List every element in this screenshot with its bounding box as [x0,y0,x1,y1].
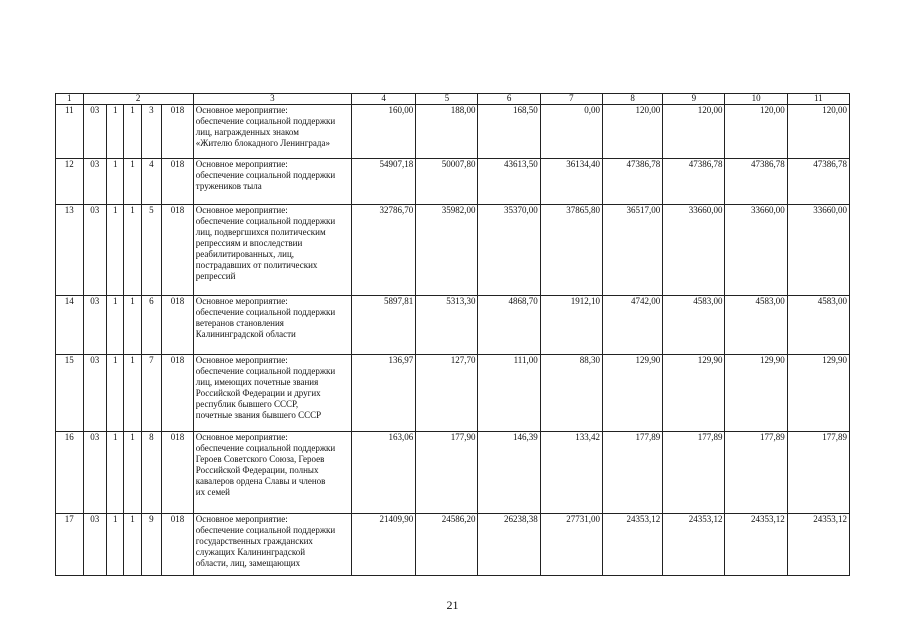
code-cell: 4 [141,159,161,205]
value-cell: 88,30 [540,355,602,432]
measure-description [193,159,351,205]
description-line: Героев Советского Союза, Героев [195,454,325,464]
row-number: 12 [56,159,84,205]
measure-description [193,296,351,355]
value-cell: 120,00 [725,105,787,159]
description-line: Основное мероприятие: [195,159,288,169]
table-row [56,432,850,514]
description-line: репрессиям и впоследствии [195,238,303,248]
code-cell: 1 [124,432,141,514]
row-number: 14 [56,296,84,355]
value-cell: 33660,00 [663,205,725,296]
code-cell: 1 [124,159,141,205]
column-number-8: 8 [602,94,662,105]
code-cell: 1 [107,205,124,296]
value-cell: 177,89 [602,432,662,514]
description-line: лиц, имеющих почетные звания [195,377,319,387]
description-line: Основное мероприятие: [195,514,288,524]
description-line: служащих Калининградской [195,547,306,557]
value-cell: 160,00 [351,105,415,159]
budget-table [55,93,850,576]
table-row [56,296,850,355]
value-cell: 129,90 [663,355,725,432]
value-cell: 177,89 [725,432,787,514]
code-cell: 1 [124,355,141,432]
measure-description [193,105,351,159]
value-cell: 4583,00 [787,296,849,355]
description-line: «Жителю блокадного Ленинграда» [195,138,330,148]
description-line: Калининградской области [195,329,296,339]
value-cell: 136,97 [351,355,415,432]
value-cell: 47386,78 [787,159,849,205]
value-cell: 26238,38 [478,514,540,576]
value-cell: 127,70 [416,355,478,432]
table-row [56,205,850,296]
value-cell: 1912,10 [540,296,602,355]
column-number-9: 9 [663,94,725,105]
code-cell: 018 [162,159,194,205]
table-row [56,159,850,205]
value-cell: 177,89 [663,432,725,514]
description-line: Основное мероприятие: [195,105,288,115]
page-number: 21 [446,598,459,612]
code-cell: 018 [162,205,194,296]
code-cell: 03 [83,105,106,159]
code-cell: 1 [124,514,141,576]
code-cell: 1 [124,205,141,296]
value-cell: 24353,12 [725,514,787,576]
description-line: лиц, награжденных знаком [195,127,299,137]
code-cell: 1 [107,296,124,355]
description-line: обеспечение социальной поддержки [195,525,336,535]
value-cell: 129,90 [787,355,849,432]
measure-description [193,514,351,576]
code-cell: 03 [83,205,106,296]
table-row [56,355,850,432]
code-cell: 1 [107,432,124,514]
description-line: почетные звания бывшего СССР [195,410,322,420]
code-cell: 1 [124,296,141,355]
value-cell: 50007,80 [416,159,478,205]
column-number-10: 10 [725,94,787,105]
description-line: тружеников тыла [195,181,262,191]
description-line: обеспечение социальной поддержки [195,307,336,317]
code-cell: 5 [141,205,161,296]
value-cell: 47386,78 [663,159,725,205]
description-line: обеспечение социальной поддержки [195,443,336,453]
code-cell: 03 [83,355,106,432]
value-cell: 24353,12 [602,514,662,576]
row-number: 15 [56,355,84,432]
value-cell: 0,00 [540,105,602,159]
description-line: Основное мероприятие: [195,355,288,365]
description-line: реабилитированных, лиц, [195,249,295,259]
description-line: лиц, подвергшихся политическим [195,227,326,237]
description-line: республик бывшего СССР, [195,399,299,409]
code-cell: 018 [162,514,194,576]
code-cell: 1 [107,105,124,159]
value-cell: 5897,81 [351,296,415,355]
description-line: пострадавших от политических [195,260,318,270]
column-number-3: 3 [193,94,351,105]
value-cell: 24353,12 [787,514,849,576]
value-cell: 120,00 [602,105,662,159]
value-cell: 35982,00 [416,205,478,296]
code-cell: 03 [83,159,106,205]
description-line: Основное мероприятие: [195,296,288,306]
value-cell: 24353,12 [663,514,725,576]
description-line: обеспечение социальной поддержки [195,366,336,376]
value-cell: 24586,20 [416,514,478,576]
description-line: Российской Федерации и других [195,388,321,398]
value-cell: 129,90 [725,355,787,432]
value-cell: 177,89 [787,432,849,514]
code-cell: 1 [107,159,124,205]
code-cell: 03 [83,432,106,514]
value-cell: 5313,30 [416,296,478,355]
value-cell: 111,00 [478,355,540,432]
value-cell: 35370,00 [478,205,540,296]
description-line: обеспечение социальной поддержки [195,116,336,126]
code-cell: 018 [162,296,194,355]
code-cell: 1 [107,514,124,576]
description-line: государственных гражданских [195,536,313,546]
code-cell: 018 [162,432,194,514]
value-cell: 129,90 [602,355,662,432]
row-number: 11 [56,105,84,159]
value-cell: 36134,40 [540,159,602,205]
column-number-5: 5 [416,94,478,105]
code-cell: 03 [83,296,106,355]
code-cell: 9 [141,514,161,576]
value-cell: 120,00 [787,105,849,159]
value-cell: 163,06 [351,432,415,514]
description-line: Российской Федерации, полных [195,465,319,475]
value-cell: 21409,90 [351,514,415,576]
description-line: обеспечение социальной поддержки [195,216,336,226]
column-number-6: 6 [478,94,540,105]
measure-description [193,355,351,432]
code-cell: 018 [162,105,194,159]
measure-description [193,432,351,514]
value-cell: 47386,78 [602,159,662,205]
value-cell: 54907,18 [351,159,415,205]
description-line: обеспечение социальной поддержки [195,170,336,180]
code-cell: 6 [141,296,161,355]
code-cell: 7 [141,355,161,432]
description-line: Основное мероприятие: [195,432,288,442]
table-body [56,94,850,576]
value-cell: 27731,00 [540,514,602,576]
value-cell: 168,50 [478,105,540,159]
column-number-4: 4 [351,94,415,105]
table-row [56,105,850,159]
measure-description [193,205,351,296]
value-cell: 4583,00 [663,296,725,355]
value-cell: 133,42 [540,432,602,514]
value-cell: 36517,00 [602,205,662,296]
table-row [56,514,850,576]
description-line: репрессий [195,271,236,281]
description-line: Основное мероприятие: [195,205,288,215]
value-cell: 120,00 [663,105,725,159]
code-cell: 3 [141,105,161,159]
value-cell: 37865,80 [540,205,602,296]
column-number-1: 1 [56,94,84,105]
value-cell: 4742,00 [602,296,662,355]
code-cell: 8 [141,432,161,514]
description-line: области, лиц, замещающих [195,558,301,568]
description-line: ветеранов становления [195,318,284,328]
value-cell: 47386,78 [725,159,787,205]
column-number-row [56,94,850,105]
code-cell: 018 [162,355,194,432]
value-cell: 4868,70 [478,296,540,355]
column-number-11: 11 [787,94,849,105]
code-cell: 1 [124,105,141,159]
row-number: 13 [56,205,84,296]
description-line: их семей [195,487,230,497]
code-cell: 03 [83,514,106,576]
value-cell: 177,90 [416,432,478,514]
value-cell: 4583,00 [725,296,787,355]
value-cell: 188,00 [416,105,478,159]
value-cell: 146,39 [478,432,540,514]
value-cell: 32786,70 [351,205,415,296]
column-number-2: 2 [83,94,193,105]
column-number-7: 7 [540,94,602,105]
description-line: кавалеров ордена Славы и членов [195,476,326,486]
code-cell: 1 [107,355,124,432]
value-cell: 33660,00 [725,205,787,296]
row-number: 17 [56,514,84,576]
value-cell: 33660,00 [787,205,849,296]
value-cell: 43613,50 [478,159,540,205]
row-number: 16 [56,432,84,514]
